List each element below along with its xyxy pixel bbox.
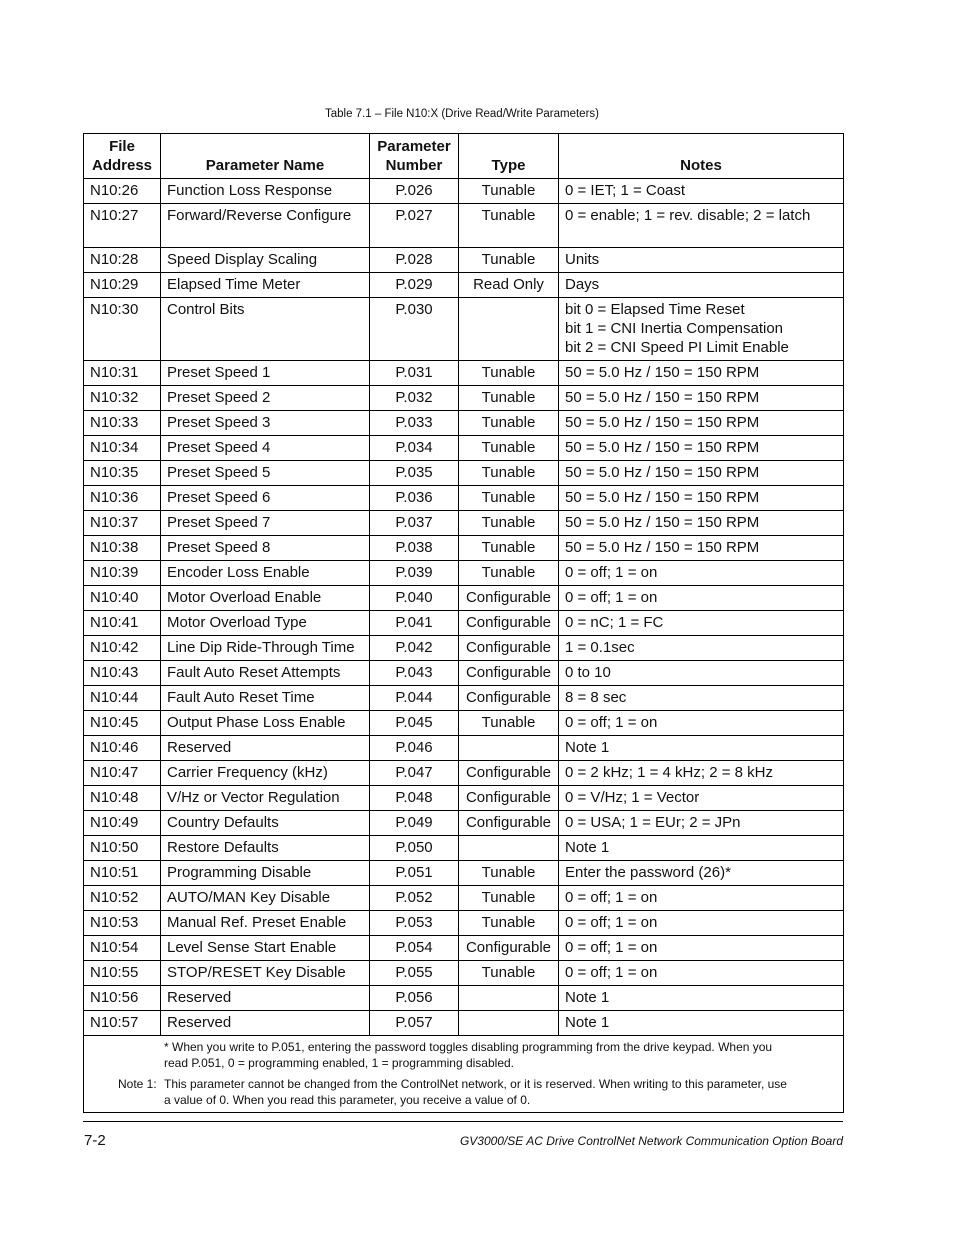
note-1-label: Note 1: — [118, 1077, 157, 1091]
cell-notes — [559, 636, 844, 661]
cell-type: Tunable — [459, 536, 559, 561]
cell-parameter-number: P.053 — [370, 911, 459, 936]
cell-notes — [559, 786, 844, 811]
cell-type: Configurable — [459, 786, 559, 811]
cell-parameter-number: P.041 — [370, 611, 459, 636]
cell-parameter-name: Function Loss Response — [161, 179, 370, 204]
cell-type — [459, 836, 559, 861]
cell-file-address: N10:53 — [84, 911, 161, 936]
notes-line: 0 = off; 1 = on — [565, 564, 658, 581]
cell-parameter-number: P.056 — [370, 986, 459, 1011]
cell-file-address: N10:27 — [84, 204, 161, 248]
notes-line: Note 1 — [565, 739, 610, 756]
note-1-text — [164, 1076, 787, 1108]
table-row — [84, 911, 844, 936]
cell-notes — [559, 936, 844, 961]
cell-file-address: N10:49 — [84, 811, 161, 836]
cell-notes — [559, 736, 844, 761]
parameters-table — [83, 133, 844, 1113]
cell-type: Tunable — [459, 248, 559, 273]
header-parameter-number-line1: Parameter — [377, 138, 451, 155]
cell-file-address: N10:51 — [84, 861, 161, 886]
cell-parameter-name: Preset Speed 5 — [161, 461, 370, 486]
cell-parameter-name: Manual Ref. Preset Enable — [161, 911, 370, 936]
cell-parameter-number: P.044 — [370, 686, 459, 711]
cell-parameter-number: P.045 — [370, 711, 459, 736]
table-row — [84, 961, 844, 986]
header-type: Type — [459, 134, 559, 179]
cell-file-address: N10:54 — [84, 936, 161, 961]
cell-type: Configurable — [459, 686, 559, 711]
table-row — [84, 561, 844, 586]
cell-parameter-name: Preset Speed 3 — [161, 411, 370, 436]
cell-notes — [559, 179, 844, 204]
notes-line: bit 0 = Elapsed Time Reset — [565, 301, 745, 318]
cell-file-address: N10:46 — [84, 736, 161, 761]
cell-type — [459, 736, 559, 761]
cell-notes — [559, 961, 844, 986]
cell-notes — [559, 436, 844, 461]
cell-notes — [559, 1011, 844, 1036]
table-row — [84, 461, 844, 486]
cell-type — [459, 1011, 559, 1036]
cell-type: Tunable — [459, 411, 559, 436]
cell-parameter-number: P.034 — [370, 436, 459, 461]
cell-type: Configurable — [459, 811, 559, 836]
cell-parameter-name: Preset Speed 1 — [161, 361, 370, 386]
notes-line: 0 to 10 — [565, 664, 611, 681]
cell-type: Tunable — [459, 386, 559, 411]
page-number: 7-2 — [84, 1132, 106, 1149]
notes-line: 50 = 5.0 Hz / 150 = 150 RPM — [565, 514, 760, 531]
cell-file-address: N10:40 — [84, 586, 161, 611]
cell-notes — [559, 661, 844, 686]
cell-parameter-name: STOP/RESET Key Disable — [161, 961, 370, 986]
table-row — [84, 811, 844, 836]
cell-parameter-name: Elapsed Time Meter — [161, 273, 370, 298]
cell-type: Configurable — [459, 936, 559, 961]
cell-parameter-name: Control Bits — [161, 298, 370, 361]
cell-file-address: N10:38 — [84, 536, 161, 561]
cell-file-address: N10:39 — [84, 561, 161, 586]
cell-parameter-name: Encoder Loss Enable — [161, 561, 370, 586]
table-row — [84, 536, 844, 561]
table-row — [84, 361, 844, 386]
cell-file-address: N10:31 — [84, 361, 161, 386]
cell-parameter-name: Motor Overload Enable — [161, 586, 370, 611]
notes-line: Units — [565, 251, 600, 268]
cell-parameter-number: P.046 — [370, 736, 459, 761]
cell-parameter-name: Reserved — [161, 1011, 370, 1036]
cell-type: Read Only — [459, 273, 559, 298]
cell-type — [459, 986, 559, 1011]
header-notes: Notes — [559, 134, 844, 179]
table-row — [84, 786, 844, 811]
cell-notes — [559, 386, 844, 411]
table-row — [84, 861, 844, 886]
notes-line: Note 1 — [565, 839, 610, 856]
cell-parameter-name: Preset Speed 2 — [161, 386, 370, 411]
table-row — [84, 886, 844, 911]
cell-notes — [559, 511, 844, 536]
cell-parameter-name: Level Sense Start Enable — [161, 936, 370, 961]
cell-notes — [559, 861, 844, 886]
table-row — [84, 436, 844, 461]
cell-type: Tunable — [459, 911, 559, 936]
cell-parameter-number: P.047 — [370, 761, 459, 786]
cell-file-address: N10:45 — [84, 711, 161, 736]
notes-line: 0 = V/Hz; 1 = Vector — [565, 789, 700, 806]
cell-parameter-name: AUTO/MAN Key Disable — [161, 886, 370, 911]
cell-notes — [559, 461, 844, 486]
notes-line: 0 = enable; 1 = rev. disable; 2 = latch — [565, 207, 811, 224]
table-row — [84, 836, 844, 861]
notes-line: 50 = 5.0 Hz / 150 = 150 RPM — [565, 464, 760, 481]
cell-file-address: N10:57 — [84, 1011, 161, 1036]
notes-line: 50 = 5.0 Hz / 150 = 150 RPM — [565, 489, 760, 506]
cell-type: Configurable — [459, 761, 559, 786]
cell-parameter-name: Line Dip Ride-Through Time — [161, 636, 370, 661]
cell-file-address: N10:29 — [84, 273, 161, 298]
cell-parameter-name: Carrier Frequency (kHz) — [161, 761, 370, 786]
cell-file-address: N10:30 — [84, 298, 161, 361]
notes-line: 50 = 5.0 Hz / 150 = 150 RPM — [565, 439, 760, 456]
footer-divider — [83, 1121, 843, 1122]
footnote — [90, 1039, 837, 1071]
notes-line: 1 = 0.1sec — [565, 639, 635, 656]
table-row — [84, 204, 844, 248]
cell-parameter-name: Programming Disable — [161, 861, 370, 886]
cell-file-address: N10:47 — [84, 761, 161, 786]
table-caption: Table 7.1 – File N10:X (Drive Read/Write Parameters) — [325, 108, 599, 120]
cell-file-address: N10:41 — [84, 611, 161, 636]
note-1 — [90, 1076, 837, 1108]
table-row — [84, 761, 844, 786]
cell-type: Tunable — [459, 361, 559, 386]
cell-notes — [559, 611, 844, 636]
cell-parameter-number: P.033 — [370, 411, 459, 436]
table-row — [84, 586, 844, 611]
note-1-line2: a value of 0. When you read this parameter, you receive a value of 0. — [164, 1093, 531, 1107]
cell-type: Tunable — [459, 711, 559, 736]
cell-type: Tunable — [459, 436, 559, 461]
notes-line: 8 = 8 sec — [565, 689, 627, 706]
notes-line: 50 = 5.0 Hz / 150 = 150 RPM — [565, 414, 760, 431]
table-row — [84, 636, 844, 661]
cell-notes — [559, 986, 844, 1011]
cell-type: Tunable — [459, 179, 559, 204]
cell-parameter-name: Reserved — [161, 986, 370, 1011]
cell-type: Tunable — [459, 861, 559, 886]
cell-parameter-number: P.029 — [370, 273, 459, 298]
cell-parameter-name: Preset Speed 4 — [161, 436, 370, 461]
cell-parameter-name: Speed Display Scaling — [161, 248, 370, 273]
cell-file-address: N10:28 — [84, 248, 161, 273]
notes-line: 0 = off; 1 = on — [565, 914, 658, 931]
notes-line: 0 = 2 kHz; 1 = 4 kHz; 2 = 8 kHz — [565, 764, 774, 781]
notes-line: 50 = 5.0 Hz / 150 = 150 RPM — [565, 364, 760, 381]
cell-parameter-number: P.057 — [370, 1011, 459, 1036]
cell-file-address: N10:52 — [84, 886, 161, 911]
cell-parameter-name: Preset Speed 7 — [161, 511, 370, 536]
cell-notes — [559, 486, 844, 511]
cell-parameter-name: V/Hz or Vector Regulation — [161, 786, 370, 811]
cell-notes — [559, 204, 844, 248]
cell-parameter-number: P.050 — [370, 836, 459, 861]
footnote-line1: * When you write to P.051, entering the password toggles disabling programming from the drive keypad. When you — [164, 1040, 773, 1054]
table-row — [84, 298, 844, 361]
header-file-address — [84, 134, 161, 179]
table-row — [84, 711, 844, 736]
table-row — [84, 661, 844, 686]
header-parameter-number — [370, 134, 459, 179]
cell-notes — [559, 411, 844, 436]
cell-parameter-number: P.042 — [370, 636, 459, 661]
cell-file-address: N10:33 — [84, 411, 161, 436]
notes-line: Enter the password (26)* — [565, 864, 731, 881]
cell-notes — [559, 811, 844, 836]
notes-line: 50 = 5.0 Hz / 150 = 150 RPM — [565, 539, 760, 556]
table-row — [84, 179, 844, 204]
table-row — [84, 686, 844, 711]
cell-parameter-number: P.030 — [370, 298, 459, 361]
cell-parameter-name: Fault Auto Reset Attempts — [161, 661, 370, 686]
cell-parameter-name: Output Phase Loss Enable — [161, 711, 370, 736]
table-header-row — [84, 134, 844, 179]
cell-parameter-number: P.052 — [370, 886, 459, 911]
notes-line: 0 = off; 1 = on — [565, 889, 658, 906]
cell-file-address: N10:37 — [84, 511, 161, 536]
cell-notes — [559, 711, 844, 736]
cell-type: Tunable — [459, 486, 559, 511]
notes-line: Days — [565, 276, 600, 293]
footnote-line2: read P.051, 0 = programming enabled, 1 = programming disabled. — [164, 1056, 514, 1070]
cell-type: Tunable — [459, 461, 559, 486]
cell-file-address: N10:43 — [84, 661, 161, 686]
table-row — [84, 248, 844, 273]
cell-parameter-name: Preset Speed 6 — [161, 486, 370, 511]
cell-file-address: N10:50 — [84, 836, 161, 861]
cell-parameter-number: P.043 — [370, 661, 459, 686]
notes-line: Note 1 — [565, 989, 610, 1006]
cell-parameter-number: P.027 — [370, 204, 459, 248]
cell-notes — [559, 273, 844, 298]
cell-notes — [559, 836, 844, 861]
table-row — [84, 486, 844, 511]
cell-parameter-number: P.035 — [370, 461, 459, 486]
cell-parameter-number: P.028 — [370, 248, 459, 273]
cell-parameter-number: P.038 — [370, 536, 459, 561]
table-row — [84, 936, 844, 961]
table-row — [84, 736, 844, 761]
cell-type: Configurable — [459, 636, 559, 661]
cell-file-address: N10:48 — [84, 786, 161, 811]
cell-notes — [559, 298, 844, 361]
cell-type — [459, 298, 559, 361]
cell-file-address: N10:56 — [84, 986, 161, 1011]
cell-type: Tunable — [459, 961, 559, 986]
cell-file-address: N10:55 — [84, 961, 161, 986]
cell-type: Tunable — [459, 204, 559, 248]
cell-notes — [559, 886, 844, 911]
cell-parameter-number: P.055 — [370, 961, 459, 986]
cell-type: Tunable — [459, 886, 559, 911]
cell-parameter-number: P.048 — [370, 786, 459, 811]
table-row — [84, 986, 844, 1011]
table-row — [84, 273, 844, 298]
notes-line: 0 = IET; 1 = Coast — [565, 182, 686, 199]
header-file-address-line1: File — [109, 138, 135, 155]
footer-title: GV3000/SE AC Drive ControlNet Network Communication Option Board — [459, 1134, 843, 1148]
cell-parameter-name: Restore Defaults — [161, 836, 370, 861]
cell-type: Configurable — [459, 586, 559, 611]
notes-line: Note 1 — [565, 1014, 610, 1031]
cell-notes — [559, 536, 844, 561]
header-file-address-line2: Address — [91, 157, 153, 174]
cell-parameter-number: P.026 — [370, 179, 459, 204]
cell-notes — [559, 361, 844, 386]
cell-file-address: N10:35 — [84, 461, 161, 486]
table-row — [84, 386, 844, 411]
note-1-line1: This parameter cannot be changed from the ControlNet network, or it is reserved. When writing to this parameter, use — [164, 1077, 787, 1091]
table-row — [84, 511, 844, 536]
notes-line: bit 1 = CNI Inertia Compensation — [565, 320, 784, 337]
cell-notes — [559, 586, 844, 611]
table-row — [84, 411, 844, 436]
cell-file-address: N10:34 — [84, 436, 161, 461]
cell-notes — [559, 248, 844, 273]
table-body — [84, 179, 844, 1036]
table-notes-cell — [84, 1036, 844, 1113]
cell-type: Tunable — [459, 511, 559, 536]
cell-type: Tunable — [459, 561, 559, 586]
notes-line: 0 = off; 1 = on — [565, 714, 658, 731]
cell-file-address: N10:26 — [84, 179, 161, 204]
cell-file-address: N10:32 — [84, 386, 161, 411]
cell-parameter-number: P.031 — [370, 361, 459, 386]
cell-parameter-number: P.049 — [370, 811, 459, 836]
cell-parameter-name: Motor Overload Type — [161, 611, 370, 636]
table-row — [84, 611, 844, 636]
cell-file-address: N10:44 — [84, 686, 161, 711]
cell-type: Configurable — [459, 611, 559, 636]
cell-notes — [559, 686, 844, 711]
cell-parameter-name: Reserved — [161, 736, 370, 761]
cell-notes — [559, 561, 844, 586]
notes-line: 0 = off; 1 = on — [565, 939, 658, 956]
table-row — [84, 1011, 844, 1036]
cell-parameter-number: P.037 — [370, 511, 459, 536]
table-notes-row — [84, 1036, 844, 1113]
cell-parameter-name: Country Defaults — [161, 811, 370, 836]
notes-line: 0 = USA; 1 = EUr; 2 = JPn — [565, 814, 741, 831]
cell-parameter-number: P.032 — [370, 386, 459, 411]
header-parameter-number-line2: Number — [385, 157, 443, 174]
cell-parameter-number: P.054 — [370, 936, 459, 961]
cell-type: Configurable — [459, 661, 559, 686]
notes-line: 50 = 5.0 Hz / 150 = 150 RPM — [565, 389, 760, 406]
notes-line: 0 = off; 1 = on — [565, 964, 658, 981]
cell-parameter-number: P.040 — [370, 586, 459, 611]
cell-parameter-name: Fault Auto Reset Time — [161, 686, 370, 711]
cell-parameter-number: P.039 — [370, 561, 459, 586]
cell-parameter-name: Forward/Reverse Configure — [161, 204, 370, 248]
header-parameter-name: Parameter Name — [161, 134, 370, 179]
cell-notes — [559, 911, 844, 936]
cell-notes — [559, 761, 844, 786]
cell-parameter-number: P.051 — [370, 861, 459, 886]
notes-line: 0 = off; 1 = on — [565, 589, 658, 606]
notes-line: 0 = nC; 1 = FC — [565, 614, 664, 631]
cell-parameter-name: Preset Speed 8 — [161, 536, 370, 561]
cell-file-address: N10:36 — [84, 486, 161, 511]
cell-parameter-number: P.036 — [370, 486, 459, 511]
notes-line: bit 2 = CNI Speed PI Limit Enable — [565, 339, 789, 356]
cell-file-address: N10:42 — [84, 636, 161, 661]
